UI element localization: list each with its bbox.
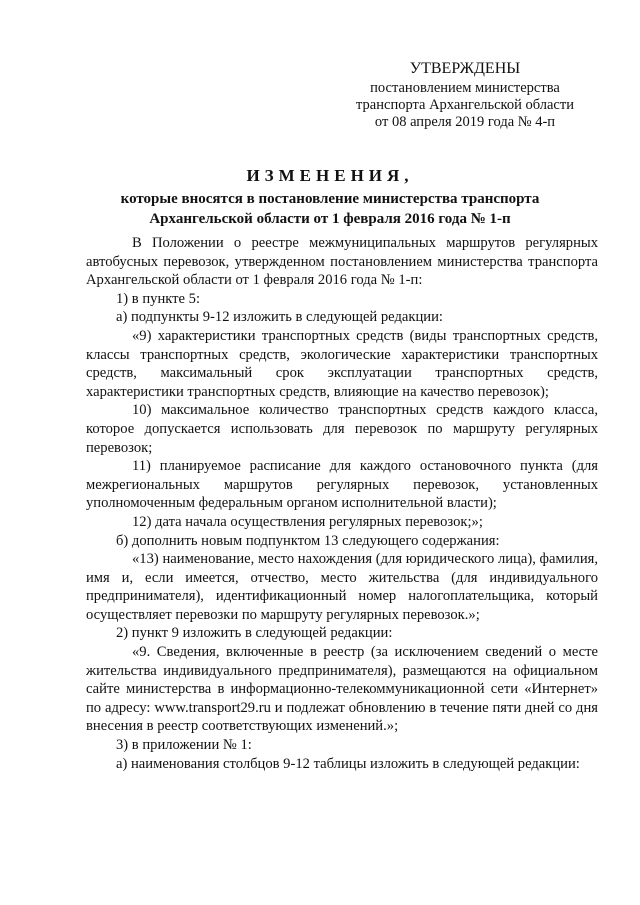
body-paragraph: 11) планируемое расписание для каждого остановочного пункта (для межрегиональных маршрутов регулярных перевозок, установленных уполномоченным федеральным органом исполнительной власти); bbox=[86, 458, 598, 512]
body-paragraph: 10) максимальное количество транспортных средств каждого класса, которое допускается использовать для перевозок по маршруту регулярных перевозок; bbox=[86, 402, 598, 456]
title-subtitle: Архангельской области от 1 февраля 2016 года № 1-п bbox=[149, 211, 511, 227]
approval-line: постановлением министерства bbox=[370, 80, 560, 96]
approval-heading: УТВЕРЖДЕНЫ bbox=[409, 60, 521, 77]
body-paragraph: 12) дата начала осуществления регулярных перевозок;»; bbox=[132, 513, 483, 530]
approval-line: от 08 апреля 2019 года № 4-п bbox=[374, 114, 556, 130]
body-paragraph: а) наименования столбцов 9-12 таблицы изложить в следующей редакции: bbox=[116, 755, 580, 772]
document-title bbox=[86, 165, 574, 229]
body-paragraph: а) подпункты 9-12 изложить в следующей редакции: bbox=[116, 309, 443, 326]
body-paragraph: «9. Сведения, включенные в реестр (за исключением сведений о месте жительства индивидуального предпринимателя), размещаются на официальном сайте министерства в информационно-телекоммуникационной сети «Интернет» по адресу: www.transport29.ru и подлежат обновлению в течение пяти дней со дня внесения в реестр соответствующих изменений.»; bbox=[86, 644, 598, 735]
title-subtitle: которые вносятся в постановление министерства транспорта bbox=[120, 191, 540, 207]
body-paragraph: «13) наименование, место нахождения (для юридического лица), фамилия, имя и, если имеется, отчество, место жительства (для индивидуального предпринимателя), идентификационный номер налогоплательщика, который осуществляет перевозки по маршруту регулярных перевозок.»; bbox=[86, 551, 598, 623]
approval-line: транспорта Архангельской области bbox=[356, 97, 574, 113]
body-paragraph: 2) пункт 9 изложить в следующей редакции: bbox=[116, 625, 393, 642]
title-main: ИЗМЕНЕНИЯ, bbox=[246, 166, 414, 185]
body-paragraph: 3) в приложении № 1: bbox=[116, 737, 252, 754]
approval-stamp bbox=[330, 60, 600, 131]
body-paragraph: «9) характеристики транспортных средств (виды транспортных средств, классы транспортных средств, экологические характеристики транспортных средств, максимальный срок эксплуатации транспортных средств, характеристики транспортных средств, влияющие на качество перевозок); bbox=[86, 327, 598, 400]
document-body bbox=[86, 234, 598, 773]
body-paragraph: 1) в пункте 5: bbox=[116, 290, 201, 307]
body-paragraph: б) дополнить новым подпунктом 13 следующего содержания: bbox=[116, 532, 500, 549]
body-paragraph: В Положении о реестре межмуниципальных маршрутов регулярных автобусных перевозок, утвержденном постановлением министерства транспорта Архангельской области от 1 февраля 2016 года № 1-п: bbox=[86, 235, 598, 289]
